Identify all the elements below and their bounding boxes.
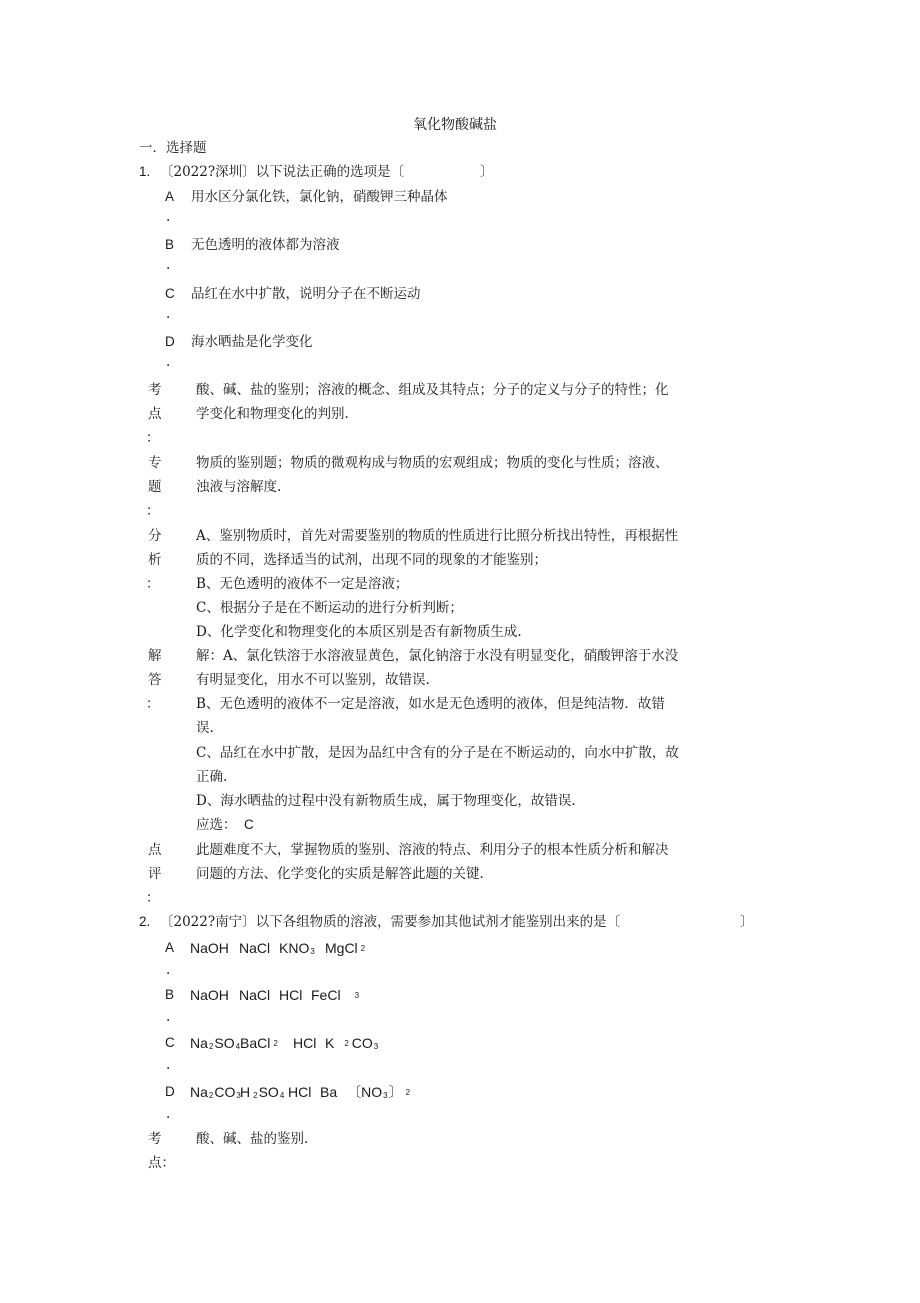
- formula-na2so4: $Na_2SO_4$: [190, 1035, 241, 1051]
- option-dot: .: [166, 1057, 171, 1073]
- label-char: 解: [148, 648, 162, 664]
- content-line: 解：A、氯化铁溶于水溶液显黄色，氯化钠溶于水没有明显变化，硝酸钾溶于水没: [196, 648, 679, 664]
- formula-h2so4: H $_2SO_4$: [240, 1084, 285, 1100]
- q2-number: 2.: [139, 914, 151, 929]
- content-line: 正确.: [196, 769, 228, 785]
- answer-label: 应选：: [196, 817, 237, 833]
- formula-bacl2: BaCl $_2$: [240, 1035, 278, 1051]
- content-line: 此题难度不大，掌握物质的鉴别、溶液的特点、利用分子的根本性质分析和解决: [196, 842, 669, 858]
- label-char: 专: [148, 455, 162, 471]
- content-line: D、海水晒盐的过程中没有新物质生成，属于物理变化，故错误.: [196, 793, 576, 809]
- option-dot: .: [166, 1106, 171, 1122]
- answer-value: C: [244, 817, 254, 832]
- label-char: 点: [148, 842, 162, 858]
- formula-k2co3: K $_2$ $CO_3$: [325, 1035, 379, 1051]
- option-dot: .: [166, 1009, 171, 1025]
- content-line: 学变化和物理变化的判别.: [196, 406, 349, 422]
- option-letter: A: [165, 940, 175, 955]
- option-text: 无色透明的液体都为溶液: [191, 237, 340, 253]
- label-char: 评: [148, 866, 162, 882]
- q2-stem: 〔2022?南宁〕以下各组物质的溶液，需要参加其他试剂才能鉴别出来的是〔: [160, 914, 621, 930]
- formula-kno3: $KNO_3$: [279, 940, 315, 956]
- q2-close-bracket: 〕: [740, 914, 754, 930]
- option-letter: C: [165, 1035, 175, 1050]
- content-line: 有明显变化，用水不可以鉴别，故错误.: [196, 672, 430, 688]
- formula-naoh: NaOH: [190, 987, 229, 1003]
- option-text: 海水晒盐是化学变化: [191, 334, 313, 350]
- content-line: 误.: [196, 720, 214, 736]
- content-line: 酸、碱、盐的鉴别.: [196, 1131, 309, 1147]
- label-char: ：: [146, 890, 160, 906]
- content-line: C、品红在水中扩散，是因为品红中含有的分子是在不断运动的，向水中扩散，故: [196, 745, 679, 761]
- option-letter: B: [165, 987, 175, 1002]
- document-title: 氧化物酸碱盐: [413, 117, 497, 133]
- formula-nacl: NaCl: [239, 940, 271, 956]
- option-dot: .: [166, 354, 171, 370]
- content-line: 质的不同，选择适当的试剂，出现不同的现象的才能鉴别；: [196, 552, 547, 568]
- content-line: D、化学变化和物理变化的本质区别是否有新物质生成.: [196, 624, 522, 640]
- label-char: ：: [146, 430, 160, 446]
- option-letter: D: [165, 1084, 175, 1099]
- content-line: B、无色透明的液体不一定是溶液；: [196, 576, 409, 592]
- formula-ba-no3-2: Ba 〔$NO_3$〕 $_2$: [320, 1084, 411, 1100]
- option-dot: .: [166, 962, 171, 978]
- formula-hcl: HCl: [293, 1035, 317, 1051]
- content-line: C、根据分子是在不断运动的进行分析判断；: [196, 600, 463, 616]
- option-letter: C: [165, 286, 175, 301]
- option-text: 用水区分氯化铁，氯化钠，硝酸钾三种晶体: [191, 189, 448, 205]
- option-dot: .: [166, 257, 171, 273]
- q1-close-bracket: 〕: [480, 164, 494, 180]
- content-line: 问题的方法、化学变化的实质是解答此题的关键.: [196, 866, 484, 882]
- content-line: 酸、碱、盐的鉴别；溶液的概念、组成及其特点；分子的定义与分子的特性；化: [196, 382, 669, 398]
- option-dot: .: [166, 209, 171, 225]
- formula-nacl: NaCl: [239, 987, 271, 1003]
- content-line: 物质的鉴别题；物质的微观构成与物质的宏观组成；物质的变化与性质；溶液、: [196, 455, 669, 471]
- option-letter: A: [165, 189, 175, 204]
- label-char: 点: [148, 406, 162, 422]
- formula-hcl: HCl: [279, 987, 303, 1003]
- formula-hcl: HCl: [288, 1084, 312, 1100]
- label-char: 题: [148, 479, 162, 495]
- section-heading: 一．选择题: [139, 140, 207, 156]
- formula-fecl3: FeCl $_3$: [311, 987, 360, 1003]
- q1-number: 1.: [139, 164, 151, 179]
- option-letter: D: [165, 334, 175, 349]
- content-line: A、鉴别物质时，首先对需要鉴别的物质的性质进行比照分析找出特性，再根据性: [196, 528, 679, 544]
- label-char: 答: [148, 672, 162, 688]
- option-dot: .: [166, 306, 171, 322]
- content-line: B、无色透明的液体不一定是溶液，如水是无色透明的液体，但是纯洁物．故错: [196, 696, 665, 712]
- label-char: 析: [148, 552, 162, 568]
- label-char: 分: [148, 528, 162, 544]
- label-char: ：: [146, 576, 160, 592]
- formula-naoh: NaOH: [190, 940, 229, 956]
- content-line: 浊液与溶解度.: [196, 479, 282, 495]
- label-char: 点：: [148, 1155, 175, 1171]
- label-char: ：: [146, 503, 160, 519]
- q1-stem: 〔2022?深圳〕以下说法正确的选项是〔: [160, 164, 405, 180]
- label-char: 考: [148, 1131, 162, 1147]
- label-char: 考: [148, 382, 162, 398]
- formula-mgcl2: MgCl $_2$: [325, 940, 366, 956]
- option-text: 品红在水中扩散，说明分子在不断运动: [191, 286, 421, 302]
- formula-na2co3: $Na_2CO_3$: [190, 1084, 241, 1100]
- option-letter: B: [165, 237, 175, 252]
- label-char: ：: [146, 696, 160, 712]
